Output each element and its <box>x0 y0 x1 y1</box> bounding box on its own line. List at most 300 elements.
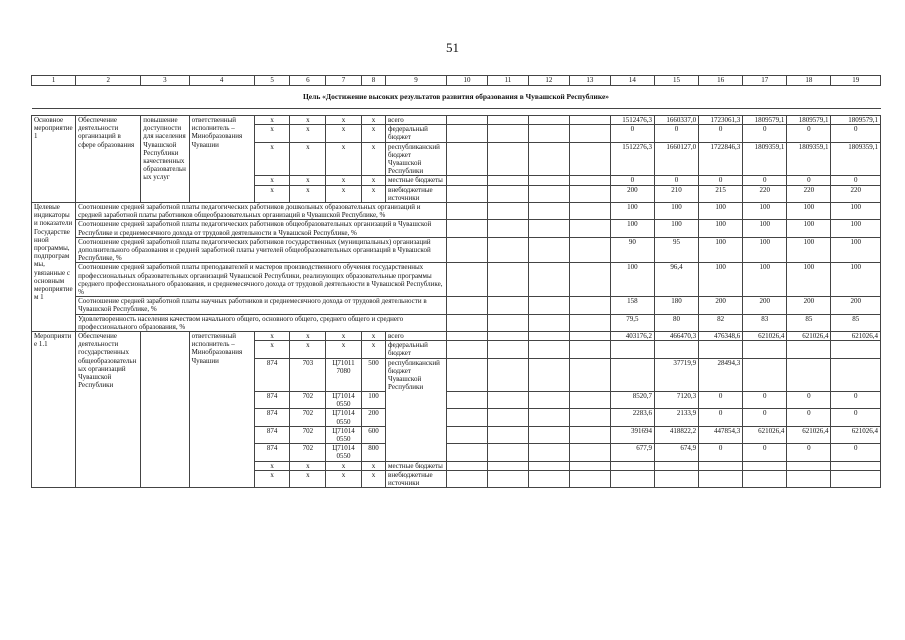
value-cell: 83 <box>743 314 787 331</box>
value-cell: 0 <box>743 444 787 461</box>
funding-source: местные бюджеты <box>386 461 447 470</box>
value-cell: 1660337,0 <box>654 116 698 125</box>
table-cell <box>528 470 569 487</box>
value-cell: 0 <box>831 409 881 426</box>
value-cell: 7120,3 <box>654 392 698 409</box>
table-cell: x <box>361 176 385 185</box>
value-cell: 621026,4 <box>787 426 831 443</box>
value-cell <box>610 461 654 470</box>
value-cell <box>743 470 787 487</box>
table-cell <box>569 341 610 358</box>
table-cell: x <box>361 341 385 358</box>
value-cell: 0 <box>654 125 698 142</box>
table-cell: Ц71011 7080 <box>326 358 362 391</box>
value-cell: 100 <box>610 220 654 237</box>
value-cell: 0 <box>699 409 743 426</box>
table-cell: x <box>326 142 362 176</box>
table-cell <box>487 314 528 331</box>
table-cell <box>569 185 610 202</box>
funding-source: федеральный бюджет <box>386 125 447 142</box>
table-cell <box>487 426 528 443</box>
table-cell <box>528 220 569 237</box>
value-cell: 200 <box>831 297 881 314</box>
value-cell: 100 <box>787 203 831 220</box>
table-cell: x <box>254 185 290 202</box>
table-cell <box>446 263 487 297</box>
column-number: 19 <box>831 76 881 86</box>
table-cell: 200 <box>361 409 385 426</box>
indicators-title: Целевые индикаторы и показатели Государственной программы, подпрограммы, увязанные с основным мероприятием 1 <box>32 203 76 332</box>
table-cell: x <box>290 125 326 142</box>
table-cell: x <box>254 332 290 341</box>
table-cell <box>528 461 569 470</box>
value-cell: 621026,4 <box>831 332 881 341</box>
table-cell: x <box>361 185 385 202</box>
indicator-text: Соотношение средней заработной платы педагогических работников дошкольных образовательных организаций и средней заработной платы работников общеобразовательных организаций в Чувашской Республике, % <box>76 203 447 220</box>
table-cell <box>569 314 610 331</box>
funding-source: местные бюджеты <box>386 176 447 185</box>
value-cell: 0 <box>831 444 881 461</box>
indicator-text: Соотношение средней заработной платы педагогических работников общеобразовательных организаций в Чувашской Республике и среднемесячного дохода от трудовой деятельности в Чувашской Республике, % <box>76 220 447 237</box>
value-cell <box>831 341 881 358</box>
table-cell: x <box>254 461 290 470</box>
table-cell: Ц71014 0550 <box>326 392 362 409</box>
table-cell <box>487 176 528 185</box>
table-cell <box>569 263 610 297</box>
value-cell: 418822,2 <box>654 426 698 443</box>
value-cell: 0 <box>743 176 787 185</box>
value-cell: 100 <box>743 263 787 297</box>
value-cell: 100 <box>610 203 654 220</box>
table-cell <box>528 185 569 202</box>
activity-name: Обеспечение деятельности государственных общеобразовательных организаций Чувашской Республики <box>76 332 141 488</box>
value-cell: 0 <box>787 409 831 426</box>
funding-source: всего <box>386 332 447 341</box>
funding-source-continued <box>386 392 447 409</box>
value-cell: 100 <box>654 220 698 237</box>
table-cell: 500 <box>361 358 385 391</box>
table-cell <box>487 341 528 358</box>
column-number: 13 <box>569 76 610 86</box>
value-cell: 621026,4 <box>743 332 787 341</box>
value-cell <box>699 470 743 487</box>
table-cell <box>569 203 610 220</box>
activity-purpose: повышение доступности для населения Чувашской Республики качественных образовательных услуг <box>141 116 189 203</box>
value-cell: 28494,3 <box>699 358 743 391</box>
table-cell: x <box>254 125 290 142</box>
table-cell: 702 <box>290 444 326 461</box>
table-cell <box>487 444 528 461</box>
program-table <box>31 75 881 488</box>
table-cell <box>487 470 528 487</box>
table-cell: x <box>361 125 385 142</box>
spacer <box>32 109 881 116</box>
value-cell: 677,9 <box>610 444 654 461</box>
value-cell: 215 <box>699 185 743 202</box>
funding-source: внебюджетные источники <box>386 185 447 202</box>
table-cell <box>446 185 487 202</box>
table-cell: Ц71014 0550 <box>326 444 362 461</box>
table-cell <box>487 185 528 202</box>
table-cell <box>487 203 528 220</box>
table-cell: x <box>290 470 326 487</box>
value-cell: 180 <box>654 297 698 314</box>
value-cell: 85 <box>831 314 881 331</box>
value-cell: 100 <box>699 220 743 237</box>
table-cell: x <box>361 142 385 176</box>
activity-title: Мероприятие 1.1 <box>32 332 76 488</box>
table-cell <box>446 358 487 391</box>
value-cell <box>610 341 654 358</box>
table-cell: x <box>254 142 290 176</box>
value-cell: 100 <box>699 203 743 220</box>
table-cell: 874 <box>254 426 290 443</box>
table-cell <box>446 176 487 185</box>
table-cell <box>569 297 610 314</box>
table-cell: x <box>290 176 326 185</box>
value-cell: 476348,6 <box>699 332 743 341</box>
value-cell: 100 <box>699 237 743 263</box>
value-cell: 1660127,0 <box>654 142 698 176</box>
value-cell <box>787 341 831 358</box>
value-cell: 100 <box>787 263 831 297</box>
value-cell: 1809579,1 <box>831 116 881 125</box>
table-cell <box>446 332 487 341</box>
value-cell: 37719,9 <box>654 358 698 391</box>
value-cell: 100 <box>610 263 654 297</box>
value-cell: 1512276,3 <box>610 142 654 176</box>
goal-row <box>32 86 881 109</box>
value-cell: 621026,4 <box>787 332 831 341</box>
table-cell <box>446 220 487 237</box>
value-cell: 621026,4 <box>743 426 787 443</box>
table-cell <box>487 220 528 237</box>
table-cell <box>446 142 487 176</box>
table-cell <box>528 297 569 314</box>
table-cell: x <box>290 142 326 176</box>
column-number: 10 <box>446 76 487 86</box>
table-cell: 600 <box>361 426 385 443</box>
value-cell: 100 <box>787 220 831 237</box>
value-cell: 100 <box>831 263 881 297</box>
table-cell: x <box>326 461 362 470</box>
table-cell: 100 <box>361 392 385 409</box>
indicator-row <box>32 220 881 237</box>
table-cell: x <box>254 341 290 358</box>
activity-name: Обеспечение деятельности организаций в сфере образования <box>76 116 141 203</box>
table-row <box>32 116 881 125</box>
table-cell <box>569 125 610 142</box>
table-cell <box>487 125 528 142</box>
table-cell: x <box>361 461 385 470</box>
value-cell <box>654 461 698 470</box>
table-cell <box>528 142 569 176</box>
column-number: 9 <box>386 76 447 86</box>
value-cell: 0 <box>831 392 881 409</box>
value-cell: 85 <box>787 314 831 331</box>
page-number: 51 <box>446 40 459 55</box>
table-cell: 702 <box>290 392 326 409</box>
value-cell: 0 <box>699 125 743 142</box>
table-cell <box>528 125 569 142</box>
value-cell <box>654 341 698 358</box>
value-cell: 100 <box>654 203 698 220</box>
value-cell: 621026,4 <box>831 426 881 443</box>
table-cell <box>446 426 487 443</box>
value-cell: 1809359,1 <box>831 142 881 176</box>
table-cell <box>487 263 528 297</box>
table-cell <box>487 237 528 263</box>
value-cell: 100 <box>743 237 787 263</box>
table-cell <box>528 444 569 461</box>
value-cell: 200 <box>743 297 787 314</box>
table-cell: x <box>326 332 362 341</box>
table-cell: 874 <box>254 444 290 461</box>
value-cell: 447854,3 <box>699 426 743 443</box>
value-cell: 1809359,1 <box>743 142 787 176</box>
column-number: 2 <box>76 76 141 86</box>
value-cell: 466470,3 <box>654 332 698 341</box>
value-cell: 0 <box>787 176 831 185</box>
value-cell: 220 <box>743 185 787 202</box>
indicator-row <box>32 263 881 297</box>
funding-source-continued <box>386 444 447 461</box>
value-cell: 391694 <box>610 426 654 443</box>
value-cell: 8520,7 <box>610 392 654 409</box>
table-cell: 874 <box>254 358 290 391</box>
column-number: 7 <box>326 76 362 86</box>
table-cell <box>487 142 528 176</box>
indicator-row <box>32 314 881 331</box>
table-cell: 800 <box>361 444 385 461</box>
value-cell: 0 <box>654 176 698 185</box>
value-cell: 200 <box>787 297 831 314</box>
table-cell <box>528 263 569 297</box>
indicator-row <box>32 237 881 263</box>
program-table-container <box>31 75 881 488</box>
value-cell: 0 <box>610 125 654 142</box>
activity-title: Основное мероприятие 1 <box>32 116 76 203</box>
table-cell <box>569 470 610 487</box>
table-cell <box>487 358 528 391</box>
value-cell: 100 <box>699 263 743 297</box>
value-cell: 0 <box>610 176 654 185</box>
value-cell <box>831 358 881 391</box>
value-cell <box>654 470 698 487</box>
table-cell <box>446 116 487 125</box>
value-cell <box>787 358 831 391</box>
value-cell: 100 <box>831 220 881 237</box>
table-cell <box>487 116 528 125</box>
table-cell: Ц71014 0550 <box>326 409 362 426</box>
activity-purpose <box>141 332 189 488</box>
value-cell: 0 <box>743 392 787 409</box>
value-cell: 1512476,3 <box>610 116 654 125</box>
value-cell: 0 <box>743 409 787 426</box>
table-cell: x <box>326 341 362 358</box>
value-cell: 0 <box>787 392 831 409</box>
table-cell: x <box>254 116 290 125</box>
table-cell <box>528 409 569 426</box>
table-cell: x <box>326 116 362 125</box>
column-number: 16 <box>699 76 743 86</box>
value-cell: 1722846,3 <box>699 142 743 176</box>
column-number: 14 <box>610 76 654 86</box>
goal-title: Цель «Достижение высоких результатов развития образования в Чувашской Республике» <box>32 86 881 109</box>
funding-source: республиканский бюджет Чувашской Республики <box>386 358 447 391</box>
value-cell: 96,4 <box>654 263 698 297</box>
funding-source: внебюджетные источники <box>386 470 447 487</box>
table-cell <box>569 176 610 185</box>
table-cell: 702 <box>290 426 326 443</box>
table-cell <box>528 116 569 125</box>
column-number: 3 <box>141 76 189 86</box>
table-cell <box>528 203 569 220</box>
table-cell <box>569 142 610 176</box>
table-cell: 874 <box>254 392 290 409</box>
table-cell: x <box>326 470 362 487</box>
value-cell: 82 <box>699 314 743 331</box>
value-cell <box>699 341 743 358</box>
table-cell: x <box>290 332 326 341</box>
table-cell <box>528 314 569 331</box>
table-cell <box>487 461 528 470</box>
value-cell <box>787 470 831 487</box>
value-cell: 158 <box>610 297 654 314</box>
funding-source: федеральный бюджет <box>386 341 447 358</box>
column-number: 5 <box>254 76 290 86</box>
table-cell <box>569 426 610 443</box>
table-cell <box>569 358 610 391</box>
table-cell: x <box>290 461 326 470</box>
table-cell <box>446 125 487 142</box>
table-cell <box>446 314 487 331</box>
value-cell: 200 <box>610 185 654 202</box>
indicator-text: Соотношение средней заработной платы научных работников и среднемесячного дохода от трудовой деятельности в Чувашской Республике, % <box>76 297 447 314</box>
value-cell <box>743 358 787 391</box>
value-cell <box>610 358 654 391</box>
table-cell <box>446 203 487 220</box>
table-cell <box>569 444 610 461</box>
table-cell <box>487 409 528 426</box>
table-cell <box>446 461 487 470</box>
value-cell <box>699 461 743 470</box>
value-cell: 0 <box>831 176 881 185</box>
table-cell <box>569 220 610 237</box>
value-cell: 100 <box>743 203 787 220</box>
value-cell <box>743 341 787 358</box>
column-number: 11 <box>487 76 528 86</box>
value-cell: 90 <box>610 237 654 263</box>
table-cell <box>446 392 487 409</box>
table-cell: 874 <box>254 409 290 426</box>
table-cell <box>528 237 569 263</box>
table-cell <box>446 297 487 314</box>
table-row <box>32 332 881 341</box>
funding-source-continued <box>386 426 447 443</box>
column-number: 1 <box>32 76 76 86</box>
value-cell <box>787 461 831 470</box>
value-cell: 200 <box>699 297 743 314</box>
table-cell <box>569 461 610 470</box>
value-cell: 0 <box>787 125 831 142</box>
value-cell: 0 <box>699 392 743 409</box>
column-number-row <box>32 76 881 86</box>
funding-source: всего <box>386 116 447 125</box>
value-cell: 1809579,1 <box>787 116 831 125</box>
value-cell <box>743 461 787 470</box>
table-cell: x <box>290 341 326 358</box>
table-cell: x <box>254 176 290 185</box>
table-cell <box>487 332 528 341</box>
value-cell: 210 <box>654 185 698 202</box>
value-cell: 0 <box>699 444 743 461</box>
value-cell: 95 <box>654 237 698 263</box>
table-cell: 702 <box>290 409 326 426</box>
table-cell: x <box>290 185 326 202</box>
table-cell <box>446 409 487 426</box>
table-cell: x <box>361 116 385 125</box>
value-cell: 1809579,1 <box>743 116 787 125</box>
value-cell <box>831 461 881 470</box>
value-cell: 220 <box>787 185 831 202</box>
table-cell <box>487 392 528 409</box>
table-cell <box>446 341 487 358</box>
column-number: 6 <box>290 76 326 86</box>
indicator-row <box>32 203 881 220</box>
value-cell <box>610 470 654 487</box>
value-cell: 1809359,1 <box>787 142 831 176</box>
activity-executor: ответственный исполнитель – Минобразования Чувашии <box>189 116 254 203</box>
value-cell: 2133,9 <box>654 409 698 426</box>
table-cell: x <box>361 470 385 487</box>
column-number: 12 <box>528 76 569 86</box>
table-cell <box>569 392 610 409</box>
table-cell: x <box>326 125 362 142</box>
table-cell <box>528 426 569 443</box>
value-cell: 220 <box>831 185 881 202</box>
table-cell <box>528 392 569 409</box>
table-cell: x <box>326 176 362 185</box>
table-cell <box>528 341 569 358</box>
value-cell: 100 <box>787 237 831 263</box>
indicator-text: Удовлетворенность населения качеством начального общего, основного общего, среднего общего и среднего профессионального образования, % <box>76 314 447 331</box>
value-cell: 0 <box>831 125 881 142</box>
table-cell <box>487 297 528 314</box>
value-cell: 2283,6 <box>610 409 654 426</box>
value-cell: 403176,2 <box>610 332 654 341</box>
funding-source-continued <box>386 409 447 426</box>
table-cell <box>528 358 569 391</box>
table-cell <box>569 116 610 125</box>
table-cell: x <box>290 116 326 125</box>
table-cell: 703 <box>290 358 326 391</box>
table-cell <box>528 332 569 341</box>
column-number: 4 <box>189 76 254 86</box>
column-number: 18 <box>787 76 831 86</box>
table-cell: Ц71014 0550 <box>326 426 362 443</box>
value-cell: 80 <box>654 314 698 331</box>
table-cell <box>446 237 487 263</box>
indicator-row <box>32 297 881 314</box>
column-number: 17 <box>743 76 787 86</box>
activity-executor: ответственный исполнитель – Минобразования Чувашии <box>189 332 254 488</box>
table-cell <box>528 176 569 185</box>
column-number: 15 <box>654 76 698 86</box>
value-cell: 0 <box>787 444 831 461</box>
value-cell: 100 <box>743 220 787 237</box>
table-cell <box>446 470 487 487</box>
